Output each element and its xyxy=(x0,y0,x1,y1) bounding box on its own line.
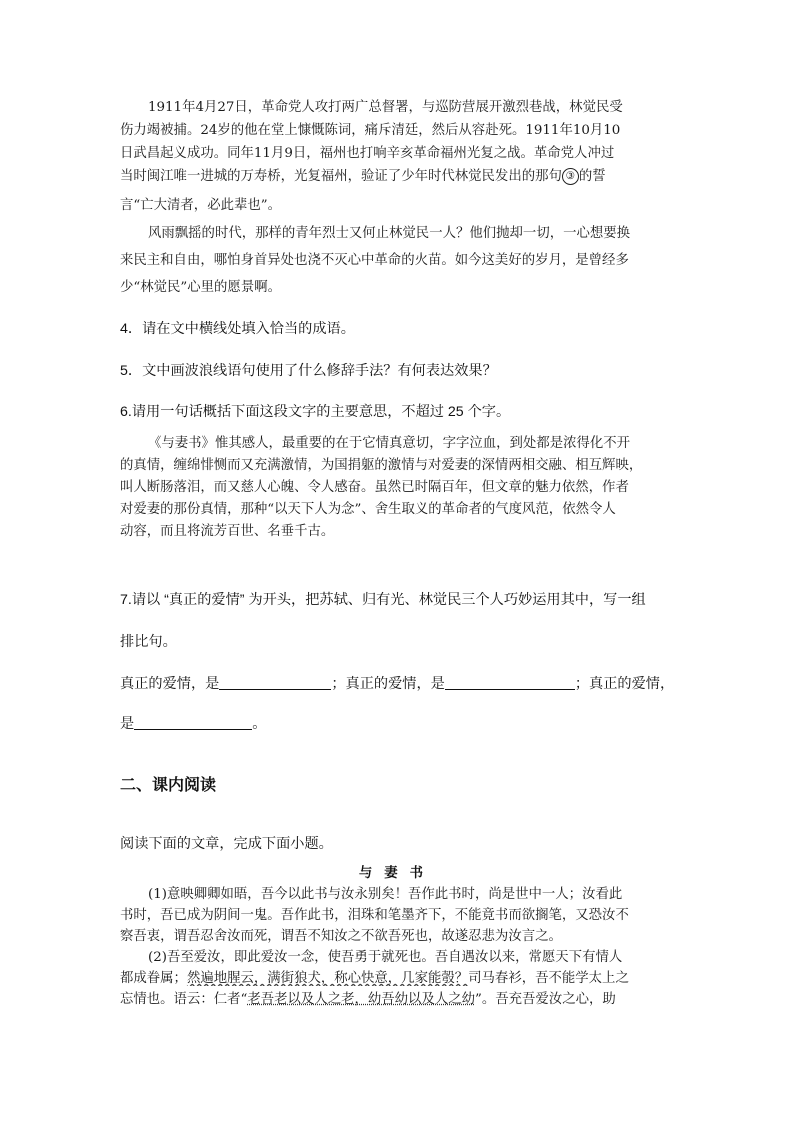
text-line: 排比句。 xyxy=(120,634,177,650)
circled-number: ③ xyxy=(562,168,579,185)
answer-line-2 xyxy=(120,713,680,733)
text-line xyxy=(120,967,629,986)
text-line: 风雨飘摇的时代，那样的青年烈士又何止林觉民一人？他们抛却一切，一心想要换 xyxy=(148,226,631,241)
text-line: 1911年4月27日，革命党人攻打两广总督署，与巡防营展开激烈巷战，林觉民受 xyxy=(148,100,623,115)
text-segment: 。 xyxy=(252,716,267,732)
text-segment: 真正的爱情，是 xyxy=(120,676,220,692)
text-line: 7.请以 “真正的爱情” 为开头，把苏轼、归有光、林觉民三个人巧妙运用其中，写一组 xyxy=(120,592,646,608)
answer-blank[interactable] xyxy=(219,675,331,690)
blank-marker xyxy=(562,169,579,184)
text-line xyxy=(120,673,680,693)
text-line xyxy=(120,713,680,733)
answer-line-1 xyxy=(120,673,680,693)
text-line: 动容，而且将流芳百世、名垂千古。 xyxy=(120,524,335,539)
text-line: 日武昌起义成功。同年11月9日，福州也打响辛亥革命福州光复之战。革命党人冲过 xyxy=(120,146,615,161)
text-line: 言“亡大清者，必此辈也”。 xyxy=(120,198,281,213)
text-line: (2)吾至爱汝，即此爱汝一念，使吾勇于就死也。吾自遇汝以来，常愿天下有情人 xyxy=(148,950,623,965)
text-line: 对爱妻的那份真情，那种“以天下人为念”、舍生取义的革命者的气度风范，依然令人 xyxy=(120,502,616,517)
text-line: 察吾衷，谓吾忍舍汝而死，谓吾不知汝之不欲吾死也，故遂忍悲为汝言之。 xyxy=(120,929,562,944)
text-segment: ；真正的爱情，是 xyxy=(331,676,445,692)
section-heading: 二、课内阅读 xyxy=(120,777,217,794)
question-6: 6.请用一句话概括下面这段文字的主要意思，不超过 25 个字。 xyxy=(120,404,511,420)
question-5: 5．文中画波浪线语句使用了什么修辞手法？有何表达效果？ xyxy=(120,363,497,379)
text-line: 《与妻书》惟其感人，最重要的在于它情真意切，字字泣血，到处都是浓得化不开 xyxy=(148,436,631,451)
text-line: 来民主和自由，哪怕身首异处也浇不灭心中革命的火苗。如今这美好的岁月，是曾经多 xyxy=(120,253,629,268)
text-segment: 忘情也。语云：仁者“ xyxy=(120,992,248,1007)
text-line: 书时，吾已成为阴间一鬼。吾作此书，泪珠和笔墨齐下，不能竟书而欲搁笔，又恐汝不 xyxy=(120,908,629,923)
text-segment: 是 xyxy=(120,716,135,732)
text-segment: 当时闽江唯一进城的万寿桥，光复福州，验证了少年时代林觉民发出的那句 xyxy=(120,169,562,184)
article-title: 与妻书 xyxy=(358,865,436,881)
question-4: 4．请在文中横线处填入恰当的成语。 xyxy=(120,321,355,337)
section-instruction: 阅读下面的文章，完成下面小题。 xyxy=(120,836,333,852)
wavy-underlined-sentence: 然遍地腥云，满街狼犬，称心快意，几家能彀？ xyxy=(186,971,469,986)
text-line: 伤力竭被捕。24岁的他在堂上慷慨陈词，痛斥清廷，然后从容赴死。1911年10月10 xyxy=(120,123,621,138)
text-line: (1)意映卿卿如晤，吾今以此书与汝永别矣！吾作此书时，尚是世中一人；汝看此 xyxy=(148,887,623,902)
text-line: 少“林觉民”心里的愿景啊。 xyxy=(120,280,281,295)
text-segment: ；真正的爱情， xyxy=(574,676,675,692)
question-7-cont xyxy=(120,631,680,651)
text-line xyxy=(120,988,616,1007)
text-segment: ”。吾充吾爱汝之心，助 xyxy=(475,992,616,1007)
answer-blank[interactable] xyxy=(445,675,575,690)
text-line xyxy=(120,165,606,185)
answer-blank[interactable] xyxy=(134,715,252,730)
underlined-quote: 老吾老以及人之老，幼吾幼以及人之幼 xyxy=(247,992,476,1007)
question-7 xyxy=(120,589,680,609)
text-segment: 的誓 xyxy=(578,169,606,184)
text-line: 叫人断肠落泪，而又慈人心魄、令人感奋。虽然已时隔百年，但文章的魅力依然，作者 xyxy=(120,480,629,495)
text-segment: 都成眷属； xyxy=(120,971,187,986)
text-segment: 司马春衫，吾不能学太上之 xyxy=(468,971,629,986)
text-line: 的真情，缠绵悱恻而又充满激情，为国捐躯的激情与对爱妻的深情两相交融、相互辉映， xyxy=(120,458,643,473)
